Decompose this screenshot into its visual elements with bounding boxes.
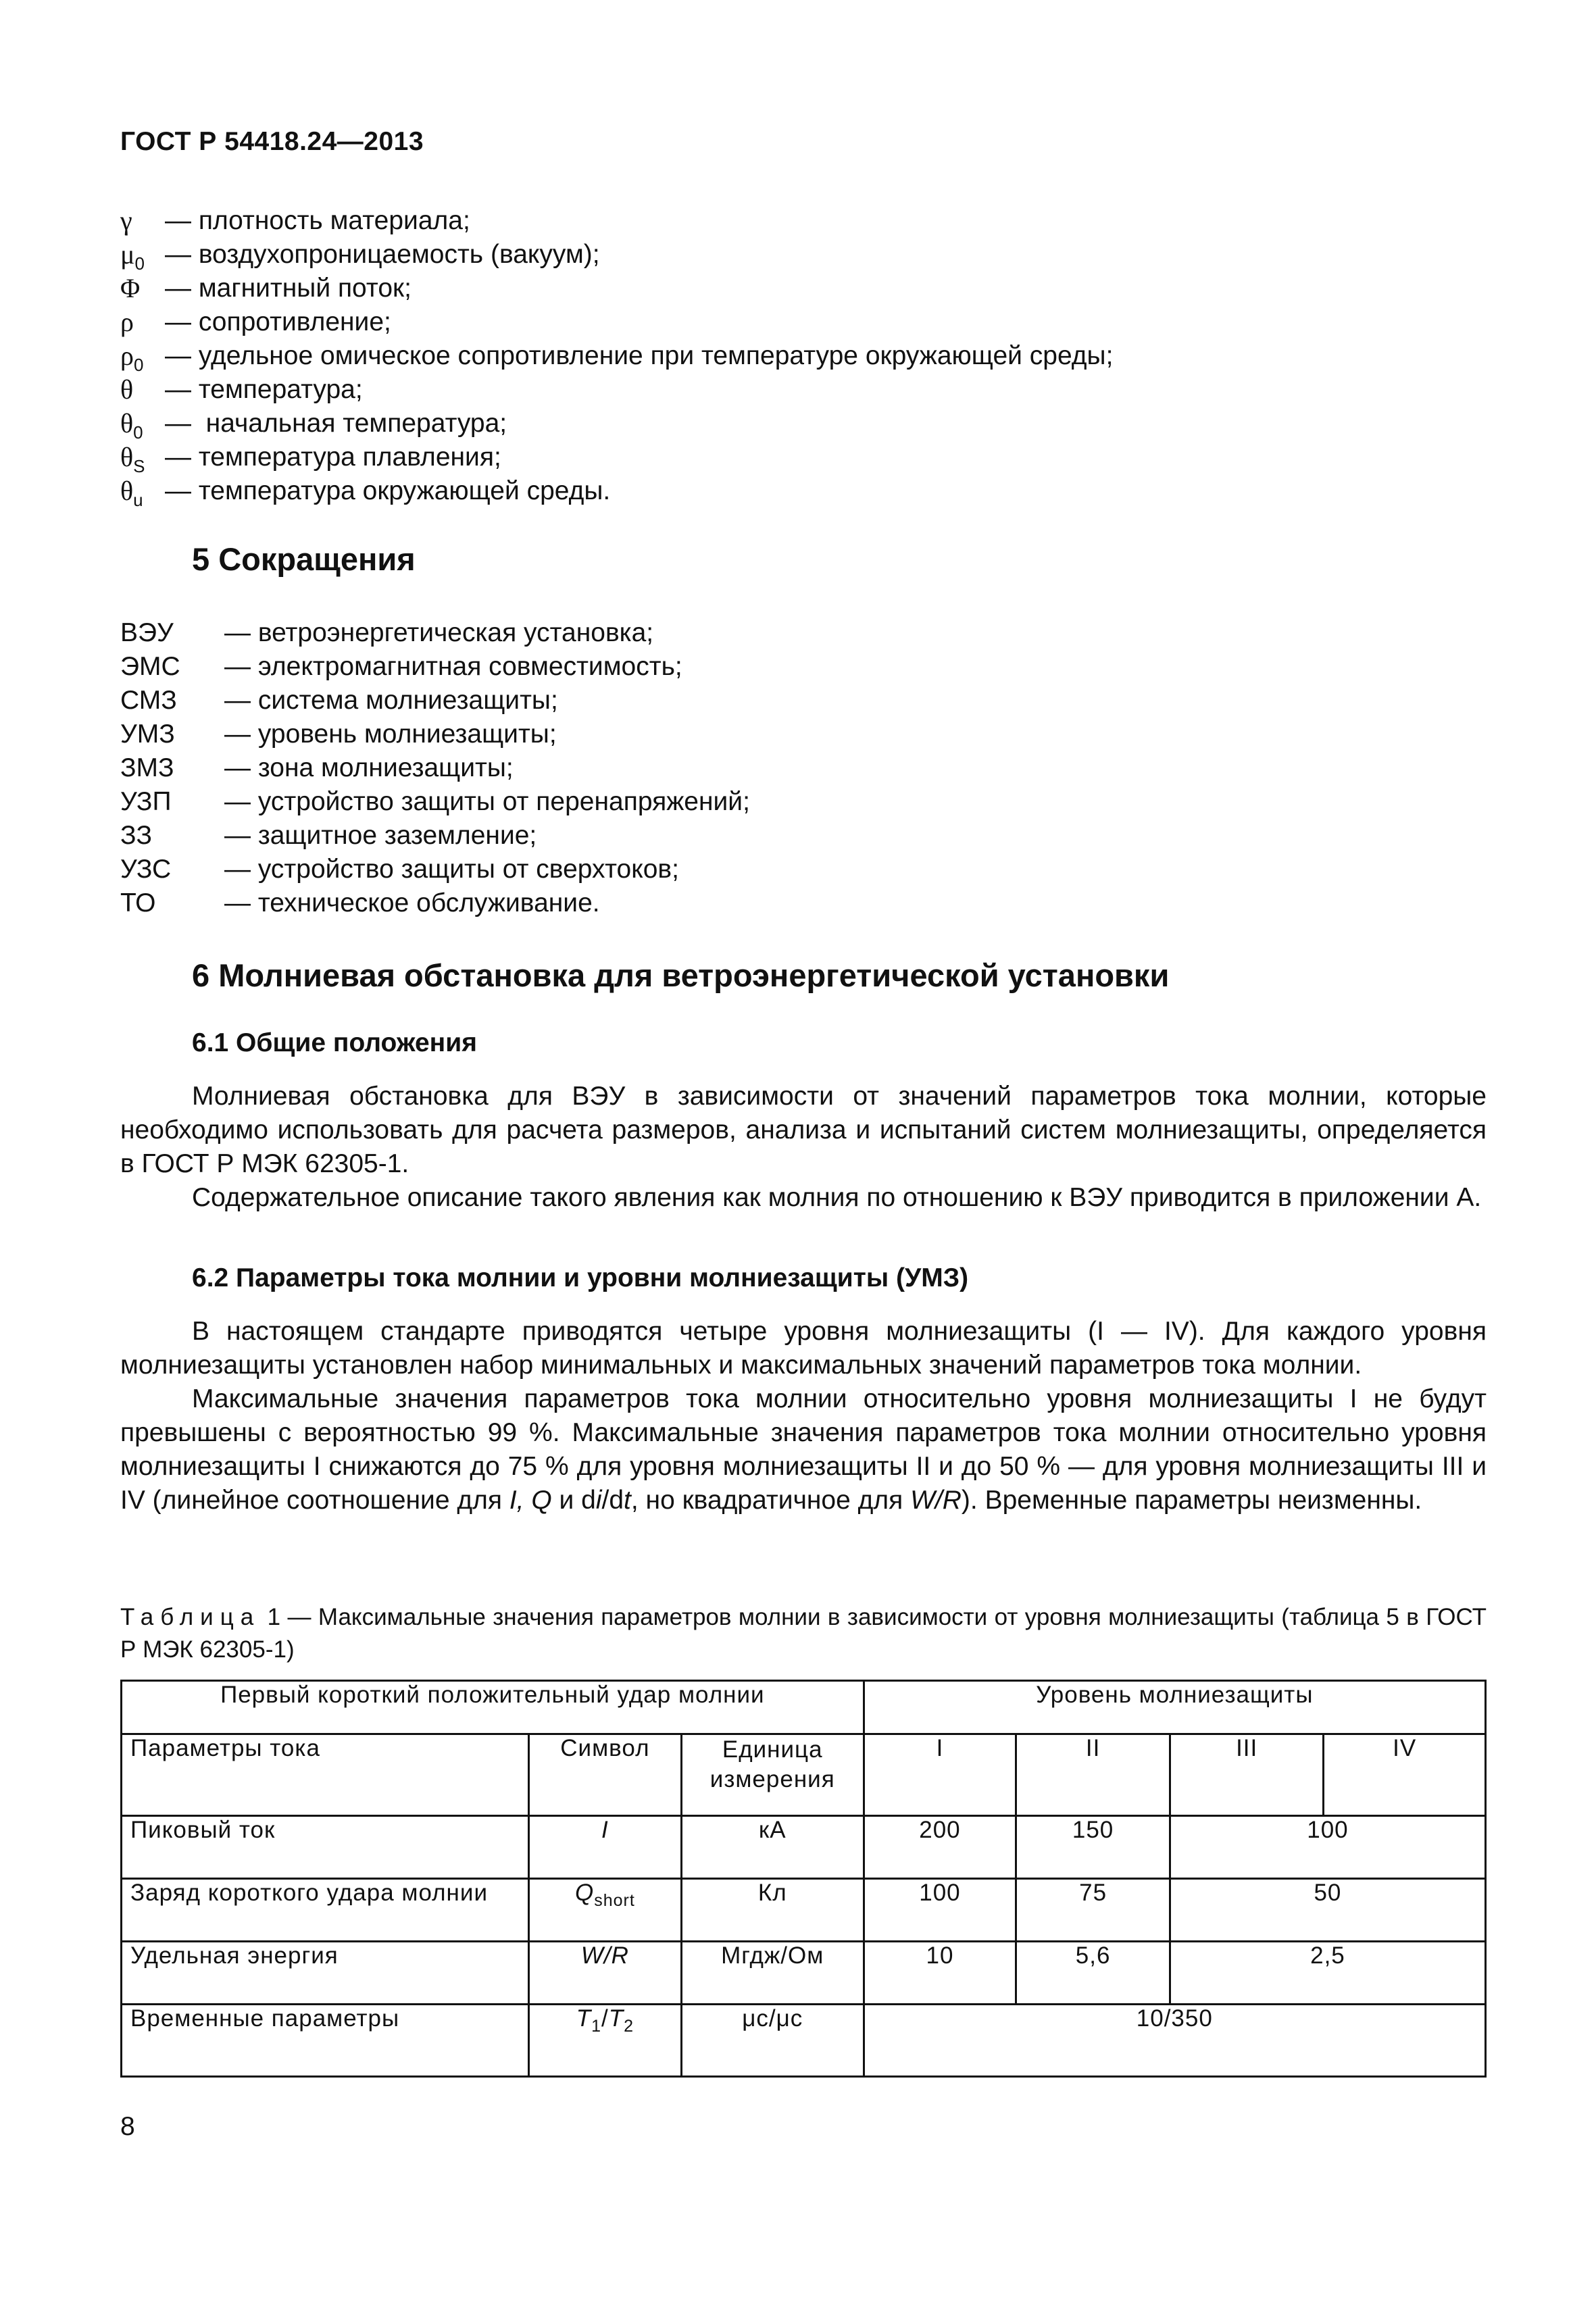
section-6-heading: 6 Молниевая обстановка для ветроэнергетической установки	[192, 957, 1170, 993]
paragraph: Содержательное описание такого явления как молния по отношению к ВЭУ приводится в приложении А.	[192, 1183, 1482, 1212]
header-cell: I	[864, 1734, 1016, 1816]
table-cell: 2,5	[1170, 1942, 1485, 2005]
symbol-row: $\theta_S$ — температура плавления;	[120, 442, 501, 476]
table-cell: W/R	[528, 1942, 681, 2005]
document-header: ГОСТ Р 54418.24—2013	[120, 127, 424, 156]
symbol-row: $\theta_u$ — температура окружающей среды.	[120, 476, 611, 510]
section-5-heading: 5 Сокращения	[192, 541, 416, 577]
header-cell: II	[1016, 1734, 1170, 1816]
abbreviation-row: УМЗ — уровень молниезащиты;	[120, 720, 557, 749]
abbreviation-row: ВЭУ — ветроэнергетическая установка;	[120, 618, 654, 647]
table-cell: Удельная энергия	[122, 1942, 529, 2005]
paragraph: Максимальные значения параметров тока молнии относительно уровня молниезащиты I не будут превышены с вероятностью 99 %. Максимальные значения параметров тока молнии относительно уровня молниезащиты I снижаются до 75 % для уровня молниезащиты II и до 50 % — для уровня молниезащиты III и IV (линейное соотношение для I, Q и di/dt, но квадратичное для W/R). Временные параметры неизменны.	[120, 1384, 1487, 1515]
subsection-6-2-heading: 6.2 Параметры тока молнии и уровни молниезащиты (УМЗ)	[192, 1263, 969, 1292]
abbreviation-row: УЗС — устройство защиты от сверхтоков;	[120, 855, 679, 884]
table-row	[122, 1942, 1486, 2005]
table-cell: Временные параметры	[122, 2005, 529, 2077]
table-cell: Кл	[681, 1879, 864, 1942]
header-cell: Единица измерения	[681, 1734, 864, 1816]
table-cell: 200	[864, 1816, 1016, 1879]
parameters-table	[120, 1680, 1487, 2078]
header-cell: III	[1170, 1734, 1324, 1816]
table-cell: 150	[1016, 1816, 1170, 1879]
header-cell: Параметры тока	[122, 1734, 529, 1816]
abbreviation-row: УЗП — устройство защиты от перенапряжений;	[120, 787, 750, 816]
table-cell: 50	[1170, 1879, 1485, 1942]
subsection-6-1-heading: 6.1 Общие положения	[192, 1028, 477, 1057]
table-cell: кА	[681, 1816, 864, 1879]
table-cell: 10	[864, 1942, 1016, 2005]
table-cell: I	[528, 1816, 681, 1879]
symbol-row: $\rho_0$ — удельное омическое сопротивление при температуре окружающей среды;	[120, 341, 1114, 375]
symbol-row: θ — температура;	[120, 374, 363, 405]
header-cell: IV	[1324, 1734, 1486, 1816]
symbol-row: Φ — магнитный поток;	[120, 273, 412, 303]
abbreviation-row: ЭМС — электромагнитная совместимость;	[120, 652, 682, 681]
page-number: 8	[120, 2112, 135, 2141]
table-cell: Пиковый ток	[122, 1816, 529, 1879]
table-group-header-row	[122, 1681, 1486, 1734]
table-row	[122, 1816, 1486, 1879]
abbreviation-list	[120, 616, 1472, 920]
symbol-row: $\theta_0$ — начальная температура;	[120, 408, 507, 443]
symbol-list	[120, 204, 1472, 508]
abbreviation-row: СМЗ — система молниезащиты;	[120, 686, 558, 715]
abbreviation-row: ЗМЗ — зона молниезащиты;	[120, 753, 514, 782]
symbol-row: $\mu_0$ — воздухопроницаемость (вакуум);	[120, 239, 600, 274]
symbol-row: γ — плотность материала;	[120, 205, 470, 236]
table-cell: 75	[1016, 1879, 1170, 1942]
table-cell: 5,6	[1016, 1942, 1170, 2005]
table-cell: Мгдж/Ом	[681, 1942, 864, 2005]
table-cell: $Q_{short}$	[528, 1879, 681, 1942]
group-header-cell: Уровень молниезащиты	[864, 1681, 1485, 1734]
paragraph: В настоящем стандарте приводятся четыре уровня молниезащиты (I — IV). Для каждого уровня молниезащиты установлен набор минимальных и максимальных значений параметров тока молнии.	[120, 1317, 1487, 1380]
table-row	[122, 1879, 1486, 1942]
table-cell: 100	[1170, 1816, 1485, 1879]
table-caption: Таблица 1 — Максимальные значения параметров молнии в зависимости от уровня молниезащиты (таблица 5 в ГОСТ Р МЭК 62305-1)	[120, 1604, 1487, 1663]
header-cell: Символ	[528, 1734, 681, 1816]
table-row	[122, 2005, 1486, 2077]
group-header-cell: Первый короткий положительный удар молнии	[122, 1681, 864, 1734]
abbreviation-row: ТО — техническое обслуживание.	[120, 888, 600, 917]
paragraph: Молниевая обстановка для ВЭУ в зависимости от значений параметров тока молнии, которые необходимо использовать для расчета размеров, анализа и испытаний систем молниезащиты, определяется в ГОСТ Р МЭК 62305-1.	[120, 1082, 1487, 1178]
table-cell: μс/μс	[681, 2005, 864, 2077]
table-cell: $T_1/T_2$	[528, 2005, 681, 2077]
abbreviation-row: ЗЗ — защитное заземление;	[120, 821, 537, 850]
table-cell: 100	[864, 1879, 1016, 1942]
table-cell: Заряд короткого удара молнии	[122, 1879, 529, 1942]
symbol-row: ρ — сопротивление;	[120, 307, 391, 337]
table-cell: 10/350	[864, 2005, 1485, 2077]
table-header-row	[122, 1734, 1486, 1816]
